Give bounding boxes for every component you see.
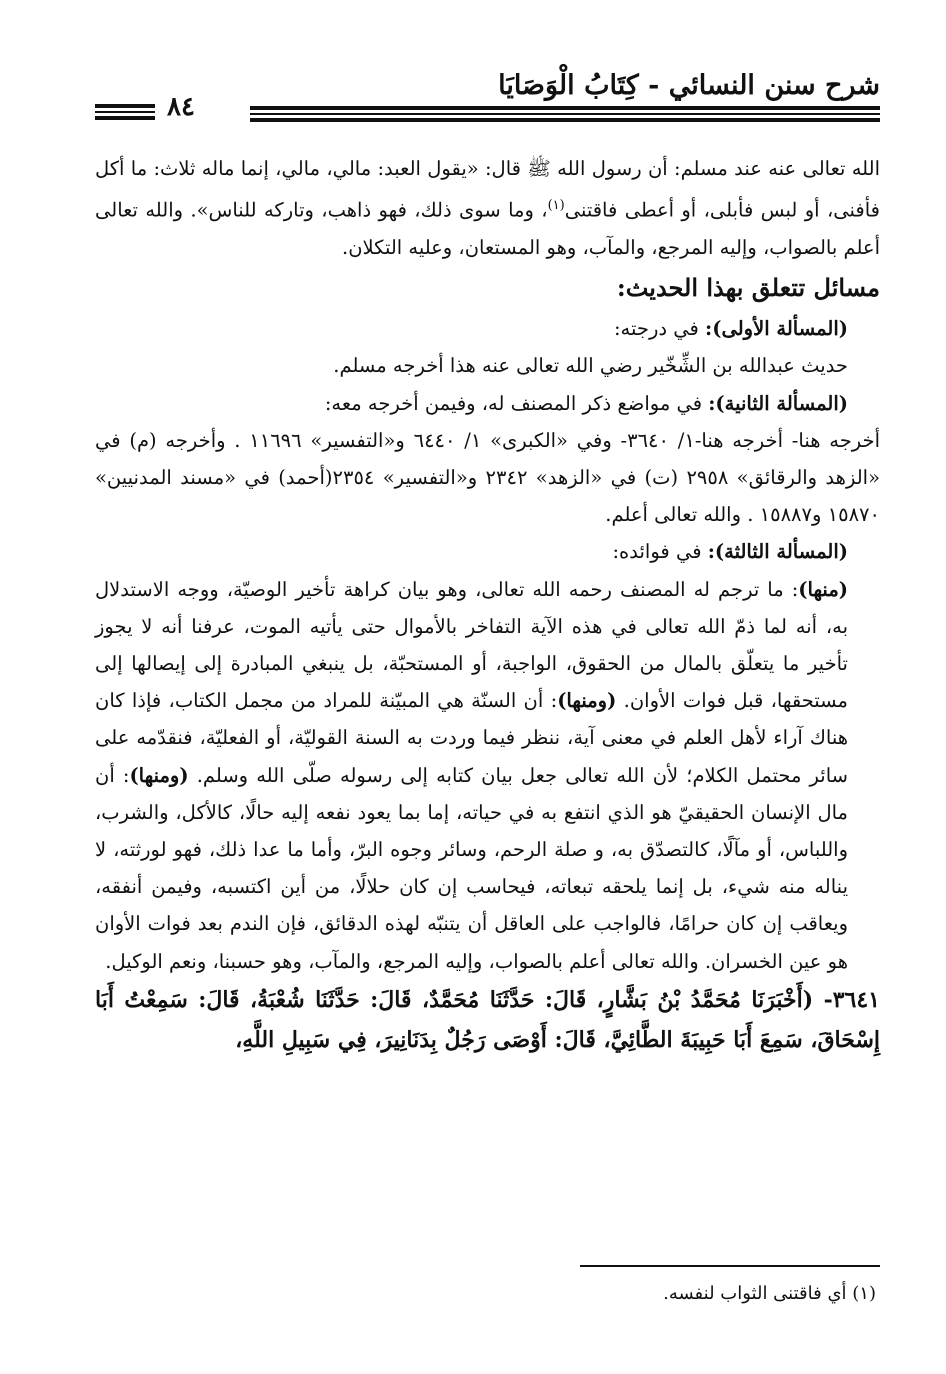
intro-text-end: ، وما سوى ذلك، فهو ذاهب، وتاركه للناس». والله تعالى أعلم بالصواب، وإليه المرجع، والمآب، وهو المستعان، وعليه التكلان. bbox=[95, 198, 880, 259]
benefit-3-label: (ومنها) bbox=[129, 763, 189, 787]
benefit-1-text: : ما ترجم له المصنف رحمه الله تعالى، وهو بيان كراهة تأخير الوصيّة، ووجه الاستدلال به، أنه لما ذمّ الله تعالى في هذه الآية التفاخر بالأموال حتى يأتيه الموت، عرفنا أنه لا يجوز تأخير ما يتعلّق بالمال من الحقوق، الواجبة، أو المستحبّة، بل ينبغي المبادرة إلى إيصالها إلى مستحقها، قبل فوات الأوان. bbox=[95, 577, 849, 713]
page-body bbox=[95, 150, 880, 1060]
issue-2-body: أخرجه هنا- أخرجه هنا-١/ ٣٦٤٠- وفي «الكبرى» ١/ ٦٤٤٠ و«التفسير» ١١٦٩٦ . وأخرجه (م) في «الزهد والرقائق» ٢٩٥٨ (ت) في «الزهد» ٢٣٤٢ و«التفسير» ٢٣٥٤(أحمد) في «مسند المدنيين» ١٥٨٧٠ و١٥٨٨٧ . والله تعالى أعلم. bbox=[95, 428, 880, 527]
issue-2-title: في مواضع ذكر المصنف له، وفيمن أخرجه معه: bbox=[324, 391, 709, 415]
page-number: ٨٤ bbox=[167, 92, 195, 122]
benefit-3-text: : أن مال الإنسان الحقيقيّ هو الذي انتفع به في حياته، إما بما يعود نفعه إليه حالًا، كالأكل، والشرب، واللباس، أو مآلًا، كالتصدّق به، و صلة الرحم، وسائر وجوه البرّ، وأما ما عدا ذلك، فهو لورثته، لا يناله منه شيء، بل إنما يلحقه تبعاته، فيحاسب إن كان حلالًا، من أين اكتسبه، وفيمن أنفقه، ويعاقب إن كان حرامًا، فالواجب على العاقل أن يتنبّه لهذه الدقائق، فإن الندم بعد فوات الأوان هو عين الخسران. والله تعالى أعلم بالصواب، وإليه المرجع، والمآب، وهو حسبنا، ونعم الوكيل. bbox=[95, 763, 848, 973]
page-header bbox=[95, 62, 880, 124]
issue-3-label: (المسألة الثالثة): bbox=[707, 540, 848, 564]
issue-1-label: (المسألة الأولى): bbox=[705, 317, 848, 341]
benefit-2-text: : أن السنّة هي المبيّنة للمراد من مجمل الكتاب، فإذا كان هناك آراء لأهل العلم في معنى آية، ننظر فيما وردت به السنة القوليّة، أو الفعليّة، فنقدّمه على سائر محتمل الكلام؛ لأن الله تعالى جعل بيان كتابه إلى رسوله صلّى الله وسلم. bbox=[95, 689, 848, 787]
benefit-1-label: (منها) bbox=[798, 577, 848, 601]
issue-2 bbox=[95, 385, 880, 422]
hadith-text: ٣٦٤١- (أَخْبَرَنَا مُحَمَّدُ بْنُ بَشَّارٍ، قَالَ: حَدَّثَنَا مُحَمَّدٌ، قَالَ: حَدَّثَنَا شُعْبَةُ، قَالَ: سَمِعْتُ أَبَا إِسْحَاقَ، سَمِعَ أَبَا حَبِيبَةَ الطَّائِيَّ، قَالَ: أَوْصَى رَجُلٌ بِدَنَانِيرَ، فِي سَبِيلِ اللَّهِ، bbox=[95, 986, 880, 1053]
intro-text: الله تعالى عنه عند مسلم: أن رسول الله ﷺ قال: «يقول العبد: مالي، مالي، إنما ماله ثلاث: ما أكل فأفنى، أو لبس فأبلى، أو أعطى فاقتنى bbox=[95, 157, 880, 222]
issue-1-title: في درجته: bbox=[613, 317, 706, 341]
footnote: (١) أي فاقتنى الثواب لنفسه. bbox=[663, 1283, 876, 1304]
section-heading: مسائل تتعلق بهذا الحديث: bbox=[616, 273, 880, 303]
header-rule-main bbox=[250, 106, 880, 125]
paragraph-intro bbox=[95, 150, 880, 266]
footnote-ref: (١) bbox=[547, 198, 565, 214]
issue-3-title: في فوائده: bbox=[612, 540, 708, 564]
issue-3 bbox=[95, 533, 880, 570]
benefits-paragraph bbox=[95, 571, 880, 980]
footnote-rule bbox=[580, 1265, 880, 1267]
issue-2-label: (المسألة الثانية): bbox=[708, 391, 848, 415]
header-rule-left bbox=[95, 104, 155, 123]
issue-1-body: حديث عبدالله بن الشِّخّير رضي الله تعالى عنه هذا أخرجه مسلم. bbox=[333, 354, 848, 378]
issue-1 bbox=[95, 310, 880, 347]
benefit-2-label: (ومنها) bbox=[557, 689, 617, 713]
running-title: شرح سنن النسائي - كِتَابُ الْوَصَايَا bbox=[498, 70, 880, 101]
